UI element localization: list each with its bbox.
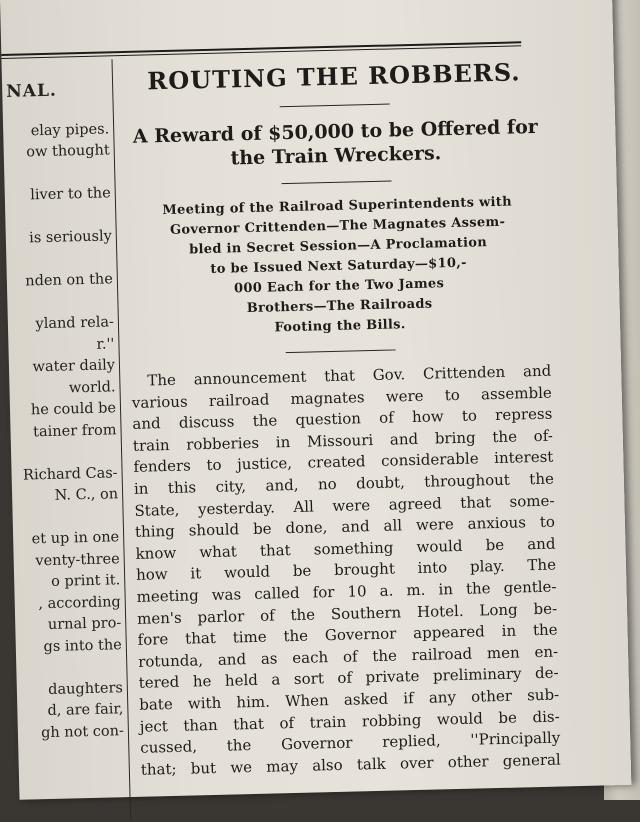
left-column-line: liver to the (30, 185, 111, 204)
body-line: that; but we may also talk over other general (140, 750, 561, 779)
body-line: train robberies in Missouri and bring the of- (132, 426, 554, 455)
left-column-line (11, 441, 117, 465)
left-column-line (16, 656, 122, 680)
left-column-line: , according (38, 593, 121, 612)
left-column-line: is seriously (29, 228, 113, 247)
body-line: and discuss the question of how to repress (132, 404, 553, 434)
body-line: thing should be done, and all were anxious to (134, 512, 556, 542)
body-line: ject than that of train robbing would be dis- (139, 707, 560, 736)
body-line: how it would be brought into play. The (135, 555, 557, 585)
deck-line: bled in Secret Session—A Proclamation (188, 235, 488, 258)
left-column-line: he could be (30, 400, 117, 419)
left-column-line: tainer from (33, 421, 117, 440)
subhead-line: the Train Wreckers. (230, 142, 442, 170)
left-column-line: water daily (32, 357, 116, 376)
subhead-rule (282, 180, 392, 184)
body-line: cussed, the Governor replied, ''Principally (140, 728, 561, 757)
deck-line: Footing the Bills. (274, 317, 406, 336)
article-body (131, 361, 561, 781)
left-column (2, 79, 124, 744)
left-column-line (12, 506, 118, 530)
article-headline: ROUTING THE ROBBERS. (146, 57, 521, 96)
left-column-line: gs into the (43, 636, 122, 655)
left-column-line: elay pipes. (30, 120, 110, 139)
left-column-line: o print it. (50, 572, 121, 590)
left-column-line: nden on the (25, 271, 114, 290)
body-line: fenders to justice, created considerable interest (133, 447, 554, 477)
left-column-lines (3, 119, 124, 745)
left-column-line: daughters (47, 679, 124, 698)
left-column-line: d, are fair, (47, 701, 124, 720)
article-deck (127, 192, 550, 342)
deck-line: Brothers—The Railroads (246, 296, 433, 317)
left-column-line (5, 205, 111, 229)
left-column-line: yland rela- (35, 314, 115, 333)
headline-rule (280, 104, 390, 108)
left-column-line: world. (68, 378, 116, 396)
left-column-line: gh not con- (40, 722, 125, 741)
left-column-line: urnal pro- (47, 615, 122, 634)
subhead-line: A Reward of $50,000 to be Offered for (132, 115, 539, 148)
left-column-line: N. C., on (54, 486, 119, 504)
left-column-line: Richard Cas- (22, 464, 118, 484)
deck-line: Meeting of the Railroad Superintendents with (162, 194, 513, 219)
deck-line: 000 Each for the Two James (233, 276, 445, 297)
body-line: bate with him. When asked if any other sub- (139, 685, 560, 714)
article-subhead (125, 115, 546, 173)
body-line: meeting was called for 10 a. m. in the gentle- (136, 577, 557, 606)
body-line: rotunda, and as each of the railroad men en- (137, 642, 559, 671)
left-column-line: ow thought (26, 142, 110, 161)
article (124, 53, 561, 781)
body-line: men's parlor of the Southern Hotel. Long be- (136, 599, 558, 628)
body-line: fore that time the Governor appeared in the (137, 620, 558, 649)
masthead-fragment: NAL. (6, 80, 58, 102)
body-line: tered he held a sort of private preliminary de- (138, 663, 559, 693)
left-column-line: r.'' (96, 335, 115, 353)
left-column-line: venty-three (35, 550, 120, 569)
left-column-line: et up in one (31, 529, 120, 548)
body-line: in this city, and, no doubt, throughout the (133, 469, 555, 498)
left-column-line (7, 291, 113, 315)
body-line: various railroad magnates were to assemble (131, 383, 552, 412)
body-line: know what that something would be and (135, 534, 556, 563)
deck-rule (286, 349, 396, 353)
body-line: State, yesterday. All were agreed that some- (134, 491, 555, 520)
body-line: The announcement that Gov. Crittenden and (147, 361, 552, 390)
deck-line: to be Issued Next Saturday—$10,- (210, 255, 467, 277)
left-column-line (6, 248, 112, 272)
left-column-line (4, 162, 110, 186)
deck-line: Governor Crittenden—The Magnates Assem- (169, 214, 506, 238)
